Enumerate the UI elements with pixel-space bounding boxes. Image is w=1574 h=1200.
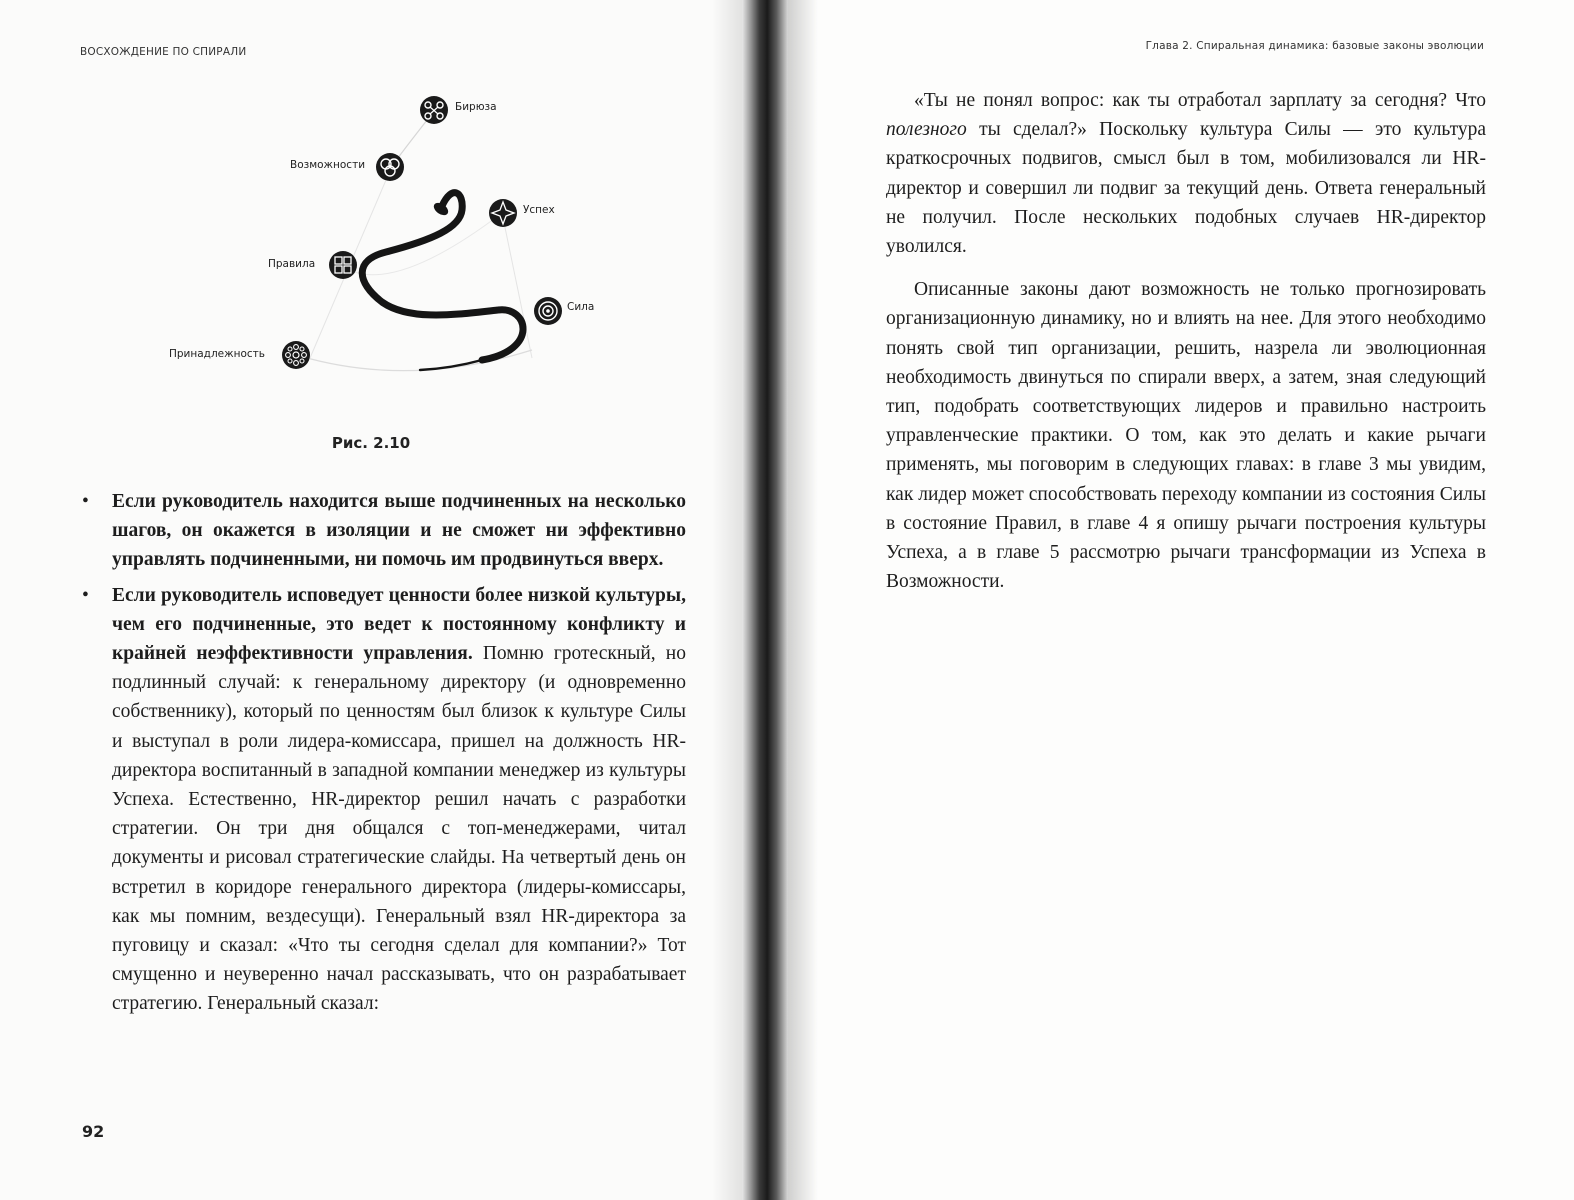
label-rules: Правила: [268, 258, 316, 270]
spiral-diagram: [160, 88, 620, 388]
running-head-right: Глава 2. Спиральная динамика: базовые законы эволюции: [1145, 40, 1484, 52]
spiral-figure: [160, 88, 620, 388]
paragraph-1-end: ты сделал?» Поскольку культура Силы — это культура краткосрочных подвигов, смысл был в том, мобилизовался ли HR-директор и совершил ли подвиг за текущий день. Ответа генеральный не получил. После нескольких подобных случаев HR-директор уволился.: [886, 119, 1486, 258]
label-belonging: Принадлежность: [169, 348, 265, 360]
paragraph-1-start: «Ты не понял вопрос: как ты отработал зарплату за сегодня? Что: [914, 90, 1486, 111]
running-head-left: ВОСХОЖДЕНИЕ ПО СПИРАЛИ: [80, 46, 247, 58]
bullet-item-2: [80, 581, 686, 1019]
right-body-text: [886, 86, 1486, 610]
belonging-icon: [282, 341, 310, 369]
label-power: Сила: [567, 301, 595, 313]
bullet-2-bold: Если руководитель исповедует ценности более низкой культуры, чем его подчиненные, это ведет к постоянному конфликту и крайней неэффективности управления.: [112, 584, 686, 665]
label-turquoise: Бирюза: [455, 101, 497, 113]
power-icon: [534, 297, 562, 325]
bullet-marker: •: [82, 584, 89, 606]
opportunities-icon: [376, 153, 404, 181]
page-number: 92: [82, 1122, 105, 1141]
bullet-2-regular: Помню гротескный, но подлинный случай: к генеральному директору (и одновременно собственнику), который по ценностям был близок к культуре Силы и выступал в роли лидера-комиссара, пришел на должность HR-директора воспитанный в западной компании менеджер из культуры Успеха. Естественно, HR-директор решил начать с разработки стратегии. Он три дня общался с топ-менеджерами, читал документы и рисовал стратегические слайды. На четвертый день он встретил в коридоре генерального директора (лидеры-комиссары, как мы помним, вездесущи). Генеральный взял HR-директора за пуговицу и сказал: «Что ты сегодня сделал для компании?» Тот смущенно и неуверенно начал рассказывать, что он разрабатывает стратегию. Генеральный сказал:: [112, 643, 686, 1015]
paragraph-2: Описанные законы дают возможность не только прогнозировать организационную динамику, но и влиять на нее. Для этого необходимо понять свой тип организации, решить, назрела ли эволюционная необходимость двинуться по спирали вверх, а затем, зная следующий тип, подобрать соответствующих лидеров и правильно настроить управленческие практики. О том, как это делать и какие рычаги применять, мы поговорим в следующих главах: в главе 3 мы увидим, как лидер может способствовать переходу компании из состояния Силы в состояние Правил, в главе 4 я опишу рычаги построения культуры Успеха, а в главе 5 рассмотрю рычаги трансформации из Успеха в Возможности.: [886, 279, 1486, 593]
bullet-marker: •: [82, 491, 89, 512]
bullet-item-1: [80, 487, 686, 575]
gutter-shadow-right: [788, 0, 818, 1200]
label-opportunities: Возможности: [290, 159, 366, 171]
turquoise-icon: [420, 96, 448, 124]
guide-line: [502, 213, 532, 358]
figure-caption: Рис. 2.10: [331, 434, 411, 452]
success-icon: [489, 199, 517, 227]
book-gutter: [742, 0, 788, 1200]
rules-icon: [329, 251, 357, 279]
gutter-shadow-left: [712, 0, 742, 1200]
paragraph-1-italic: полезного: [886, 119, 967, 141]
paragraph-1: [886, 86, 1486, 261]
label-success: Успех: [523, 204, 555, 216]
bullet-1-bold: Если руководитель находится выше подчиненных на несколько шагов, он окажется в изоляции и не сможет ни эффективно управлять подчиненными, ни помочь им продвинуться вверх.: [112, 491, 686, 571]
left-body-text: [80, 487, 686, 1025]
left-page: [0, 0, 742, 1200]
